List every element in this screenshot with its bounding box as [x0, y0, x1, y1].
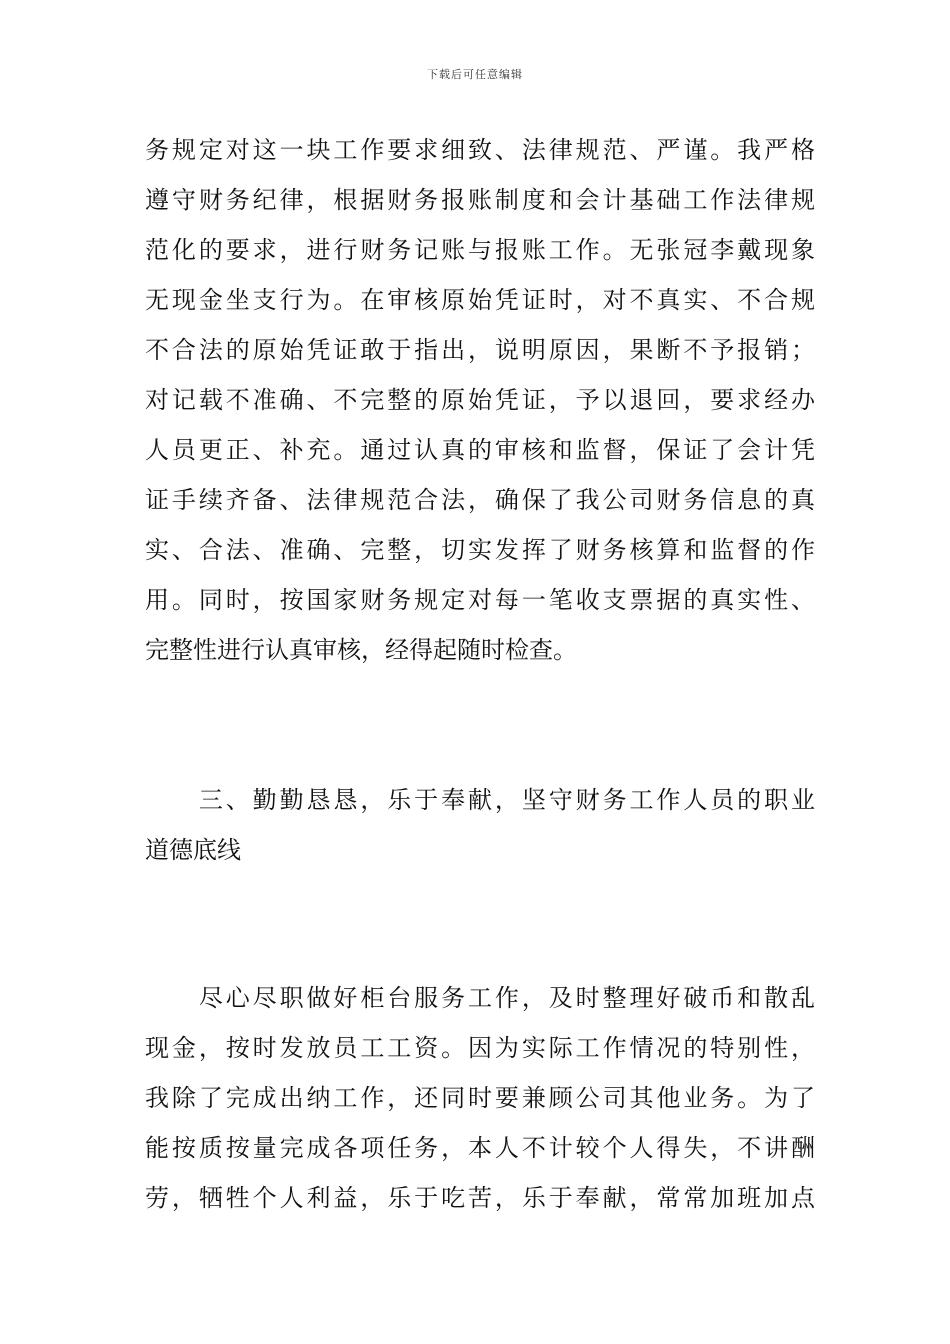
text-line: 现金，按时发放员工工资。因为实际工作情况的特别性， — [145, 1034, 815, 1062]
text-line: 尽心尽职做好柜台服务工作，及时整理好破币和散乱 — [145, 984, 815, 1012]
text-line: 范化的要求，进行财务记账与报账工作。无张冠李戴现象 — [145, 236, 815, 264]
text-line: 证手续齐备、法律规范合法，确保了我公司财务信息的真 — [145, 486, 815, 514]
text-line: 人员更正、补充。通过认真的审核和监督，保证了会计凭 — [145, 436, 815, 464]
text-line: 无现金坐支行为。在审核原始凭证时，对不真实、不合规 — [145, 286, 815, 314]
text-line: 我除了完成出纳工作，还同时要兼顾公司其他业务。为了 — [145, 1084, 815, 1112]
text-line: 完整性进行认真审核，经得起随时检查。 — [145, 636, 577, 664]
heading-line: 道德底线 — [145, 836, 241, 864]
section-heading — [145, 775, 815, 875]
body-paragraph-2 — [145, 973, 815, 1223]
text-line: 实、合法、准确、完整，切实发挥了财务核算和监督的作 — [145, 536, 815, 564]
heading-line: 三、勤勤恳恳，乐于奉献，坚守财务工作人员的职业 — [145, 786, 815, 814]
text-line: 能按质按量完成各项任务，本人不计较个人得失，不讲酬 — [145, 1134, 815, 1162]
text-line: 对记载不准确、不完整的原始凭证，予以退回，要求经办 — [145, 386, 815, 414]
text-line: 用。同时，按国家财务规定对每一笔收支票据的真实性、 — [145, 586, 815, 614]
text-line: 遵守财务纪律，根据财务报账制度和会计基础工作法律规 — [145, 186, 815, 214]
body-paragraph-1 — [145, 125, 815, 675]
text-line: 务规定对这一块工作要求细致、法律规范、严谨。我严格 — [145, 136, 815, 164]
text-line: 不合法的原始凭证敢于指出，说明原因，果断不予报销； — [145, 336, 815, 364]
header-note: 下载后可任意编辑 — [427, 68, 523, 81]
text-line: 劳，牺牲个人利益，乐于吃苦，乐于奉献，常常加班加点 — [145, 1184, 815, 1212]
